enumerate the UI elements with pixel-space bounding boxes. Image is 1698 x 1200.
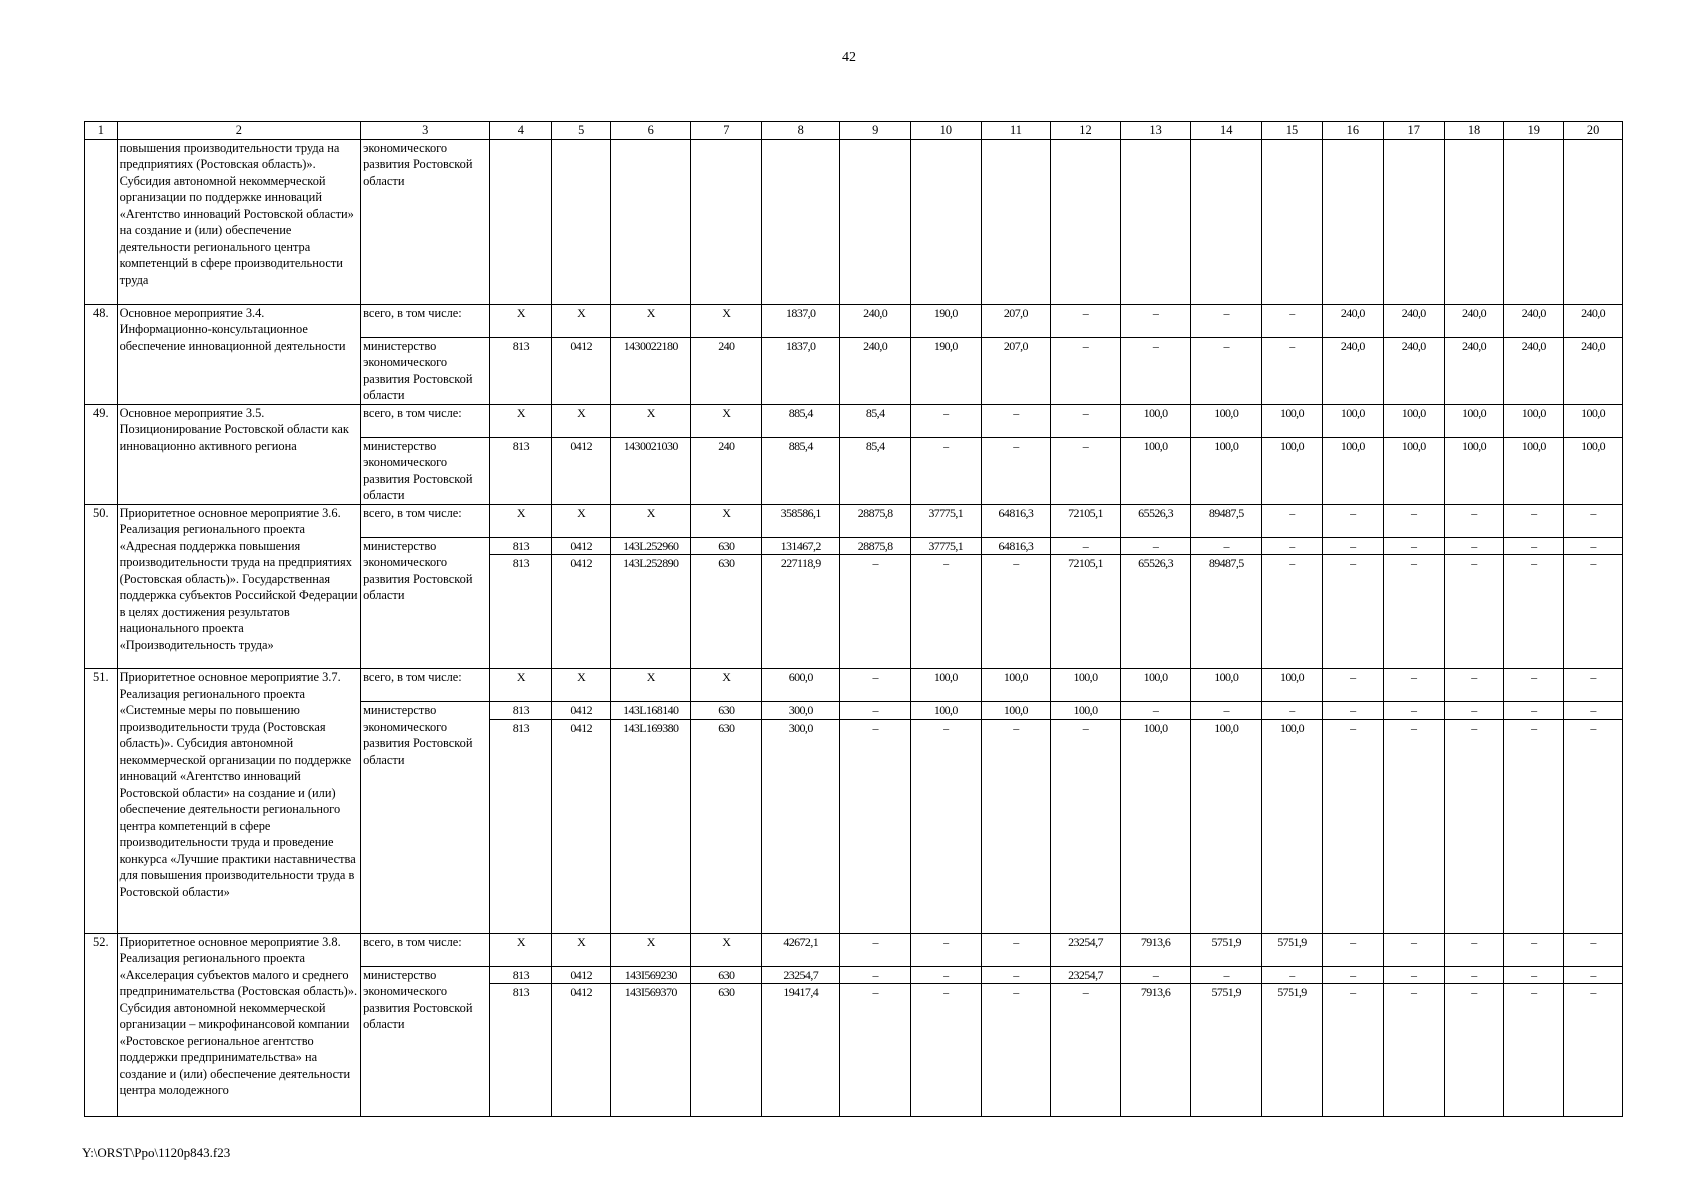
table-cell: 100,0	[1564, 437, 1623, 504]
table-cell: X	[552, 933, 611, 966]
table-cell: X	[691, 669, 762, 702]
row-number: 52.	[85, 933, 118, 1117]
table-cell: 131467,2	[762, 537, 840, 555]
table-cell: 240,0	[1383, 304, 1444, 337]
table-cell: 1837,0	[762, 337, 840, 404]
table-cell: 65526,3	[1120, 555, 1191, 669]
table-cell: –	[1444, 933, 1504, 966]
table-cell: 85,4	[840, 437, 911, 504]
table-cell: –	[1383, 537, 1444, 555]
table-cell: –	[1564, 719, 1623, 933]
table-row	[85, 933, 1623, 966]
table-cell: –	[1262, 304, 1323, 337]
table-cell: –	[1444, 669, 1504, 702]
table-row	[85, 669, 1623, 702]
col-header: 20	[1564, 122, 1623, 140]
activity-description: Основное мероприятие 3.5. Позиционирование Ростовской области как инновационно активного региона	[117, 404, 360, 504]
table-cell: –	[1120, 304, 1191, 337]
table-cell: 5751,9	[1262, 984, 1323, 1117]
table-cell: –	[1191, 702, 1262, 720]
table-cell: 300,0	[762, 702, 840, 720]
col-header: 11	[981, 122, 1051, 140]
table-cell: 100,0	[911, 702, 982, 720]
table-cell: 1430022180	[611, 337, 691, 404]
table-cell: 64816,3	[981, 504, 1051, 537]
table-cell: X	[490, 669, 552, 702]
table-cell: 240,0	[1383, 337, 1444, 404]
table-cell: –	[1504, 719, 1564, 933]
table-cell: 7913,6	[1120, 933, 1191, 966]
table-cell: 600,0	[762, 669, 840, 702]
executor: министерство экономического развития Ростовской области	[361, 537, 490, 669]
col-header: 9	[840, 122, 911, 140]
table-cell: 143L168140	[611, 702, 691, 720]
table-cell: 240,0	[1444, 304, 1504, 337]
col-header: 8	[762, 122, 840, 140]
col-header: 19	[1504, 122, 1564, 140]
table-cell: 100,0	[1262, 719, 1323, 933]
table-cell: –	[1444, 555, 1504, 669]
table-cell: –	[981, 966, 1051, 984]
table-cell: X	[611, 504, 691, 537]
table-cell: 240,0	[1504, 337, 1564, 404]
table-cell: 100,0	[1051, 702, 1121, 720]
table-cell: 0412	[552, 966, 611, 984]
table-cell: 100,0	[1051, 669, 1121, 702]
executor-total: всего, в том числе:	[361, 404, 490, 437]
row-number: 50.	[85, 504, 118, 669]
table-cell: 240	[691, 337, 762, 404]
executor: министерство экономического развития Ростовской области	[361, 337, 490, 404]
table-cell: X	[611, 933, 691, 966]
table-cell: –	[1322, 966, 1383, 984]
table-cell: 100,0	[1120, 437, 1191, 504]
table-cell: 885,4	[762, 404, 840, 437]
table-cell: 207,0	[981, 337, 1051, 404]
table-cell: 143L252890	[611, 555, 691, 669]
table-cell: 0412	[552, 337, 611, 404]
table-cell: 240,0	[1564, 304, 1623, 337]
table-cell: –	[1564, 504, 1623, 537]
table-cell: 300,0	[762, 719, 840, 933]
table-cell: –	[981, 404, 1051, 437]
col-header: 13	[1120, 122, 1191, 140]
table-cell: 0412	[552, 437, 611, 504]
table-cell: –	[1444, 537, 1504, 555]
col-header: 7	[691, 122, 762, 140]
activity-description: Приоритетное основное мероприятие 3.7. Реализация регионального проекта «Системные меры по повышению производительности труда (Ростовская область)». Субсидия автономной некоммерческой организации по поддержке инноваций «Агентство инноваций Ростовской области» на создание и (или) обеспечение деятельности регионального центра компетенций в сфере производительности труда и проведение конкурса «Лучшие практики наставничества для повышения производительности труда в Ростовской области»	[117, 669, 360, 934]
table-row	[85, 404, 1623, 437]
table-cell: –	[840, 966, 911, 984]
table-cell: –	[1051, 304, 1121, 337]
col-header: 18	[1444, 122, 1504, 140]
table-cell: 813	[490, 966, 552, 984]
table-cell: –	[1383, 504, 1444, 537]
table-cell: X	[552, 504, 611, 537]
table-cell: 100,0	[1120, 404, 1191, 437]
table-cell: –	[1504, 984, 1564, 1117]
table-cell: 0412	[552, 555, 611, 669]
table-cell: 240,0	[1322, 337, 1383, 404]
table-cell: –	[1051, 537, 1121, 555]
table-cell: –	[1504, 933, 1564, 966]
executor: министерство экономического развития Ростовской области	[361, 437, 490, 504]
table-cell: –	[981, 437, 1051, 504]
activity-description: Основное мероприятие 3.4. Информационно-консультационное обеспечение инновационной деятельности	[117, 304, 360, 404]
table-cell: 100,0	[1444, 437, 1504, 504]
table-cell: 100,0	[1504, 437, 1564, 504]
table-cell: 240,0	[840, 337, 911, 404]
table-cell: –	[1564, 984, 1623, 1117]
row-number: 48.	[85, 304, 118, 404]
table-cell: 885,4	[762, 437, 840, 504]
table-cell: –	[981, 555, 1051, 669]
table-cell: –	[1191, 537, 1262, 555]
table-cell: 100,0	[1262, 404, 1323, 437]
table-cell: 630	[691, 702, 762, 720]
table-cell: –	[1262, 504, 1323, 537]
table-cell: 100,0	[1383, 437, 1444, 504]
table-cell: X	[691, 933, 762, 966]
table-cell: –	[1383, 933, 1444, 966]
table-cell: 630	[691, 719, 762, 933]
table-cell: –	[1322, 504, 1383, 537]
executor-total: всего, в том числе:	[361, 504, 490, 537]
table-cell: 42672,1	[762, 933, 840, 966]
col-header: 2	[117, 122, 360, 140]
table-cell: 100,0	[1383, 404, 1444, 437]
table-cell: 813	[490, 555, 552, 669]
table-cell: 23254,7	[1051, 933, 1121, 966]
table-cell: –	[1051, 337, 1121, 404]
table-cell: –	[1191, 304, 1262, 337]
table-cell: –	[1191, 337, 1262, 404]
table-cell: 143I569370	[611, 984, 691, 1117]
col-header: 12	[1051, 122, 1121, 140]
table-cell: X	[490, 933, 552, 966]
table-cell: –	[1383, 555, 1444, 669]
table-cell: –	[1322, 933, 1383, 966]
table-cell: –	[1322, 702, 1383, 720]
table-cell: –	[1564, 702, 1623, 720]
table-cell: 100,0	[981, 702, 1051, 720]
table-cell: –	[1120, 337, 1191, 404]
table-cell: 89487,5	[1191, 504, 1262, 537]
table-cell: 100,0	[1191, 719, 1262, 933]
table-cell: 1430021030	[611, 437, 691, 504]
table-cell: 630	[691, 984, 762, 1117]
table-cell: X	[611, 304, 691, 337]
table-cell: 813	[490, 537, 552, 555]
table-cell: 5751,9	[1191, 984, 1262, 1117]
table-cell: –	[981, 719, 1051, 933]
col-header: 5	[552, 122, 611, 140]
page-number: 42	[842, 50, 856, 65]
table-cell: 100,0	[1191, 437, 1262, 504]
file-path-footer: Y:\ORST\Ppo\1120p843.f23	[82, 1145, 231, 1160]
table-cell: –	[911, 984, 982, 1117]
table-cell: 240,0	[1564, 337, 1623, 404]
table-cell: 100,0	[1444, 404, 1504, 437]
table-cell: 240,0	[840, 304, 911, 337]
table-cell: 190,0	[911, 337, 982, 404]
table-cell: X	[490, 404, 552, 437]
executor-total: всего, в том числе:	[361, 933, 490, 966]
col-header: 4	[490, 122, 552, 140]
table-cell: –	[911, 437, 982, 504]
col-header: 14	[1191, 122, 1262, 140]
table-cell: 89487,5	[1191, 555, 1262, 669]
table-cell: –	[981, 984, 1051, 1117]
table-cell: 813	[490, 702, 552, 720]
table-cell: 100,0	[1504, 404, 1564, 437]
table-cell: X	[611, 404, 691, 437]
table-cell: –	[840, 702, 911, 720]
table-cell: –	[1051, 437, 1121, 504]
table-cell: –	[1262, 337, 1323, 404]
table-row	[85, 304, 1623, 337]
table-cell: –	[981, 933, 1051, 966]
table-cell: 100,0	[1120, 719, 1191, 933]
table-cell: –	[1383, 702, 1444, 720]
table-cell: –	[1444, 966, 1504, 984]
table-cell: –	[1120, 702, 1191, 720]
table-cell: 0412	[552, 702, 611, 720]
table-cell: X	[552, 304, 611, 337]
table-cell: 0412	[552, 984, 611, 1117]
table-cell: 813	[490, 984, 552, 1117]
table-cell: 143I569230	[611, 966, 691, 984]
table-cell: 28875,8	[840, 504, 911, 537]
table-cell: 0412	[552, 537, 611, 555]
table-cell: –	[1504, 702, 1564, 720]
table-cell: –	[1322, 669, 1383, 702]
table-cell: 240,0	[1504, 304, 1564, 337]
table-cell: 72105,1	[1051, 555, 1121, 669]
table-cell: X	[691, 504, 762, 537]
table-cell: 100,0	[1191, 404, 1262, 437]
table-cell: –	[911, 555, 982, 669]
col-header: 1	[85, 122, 118, 140]
table-cell: X	[490, 504, 552, 537]
table-cell: 630	[691, 966, 762, 984]
table-cell: 240,0	[1322, 304, 1383, 337]
col-header: 17	[1383, 122, 1444, 140]
table-cell: 207,0	[981, 304, 1051, 337]
table-cell: –	[1120, 537, 1191, 555]
table-cell: –	[911, 933, 982, 966]
table-cell: –	[1564, 933, 1623, 966]
table-cell: –	[1444, 984, 1504, 1117]
table-cell: –	[1322, 537, 1383, 555]
table-cell: 100,0	[1191, 669, 1262, 702]
table-cell: 240,0	[1444, 337, 1504, 404]
table-cell: –	[1504, 966, 1564, 984]
executor-total: всего, в том числе:	[361, 304, 490, 337]
table-cell: 100,0	[1262, 669, 1323, 702]
col-header: 15	[1262, 122, 1323, 140]
table-cell: –	[840, 933, 911, 966]
table-cell: 813	[490, 337, 552, 404]
table-cell: 630	[691, 537, 762, 555]
table-row	[85, 504, 1623, 537]
table-cell: –	[1051, 404, 1121, 437]
table-cell: X	[490, 304, 552, 337]
executor-total: всего, в том числе:	[361, 669, 490, 702]
table-cell: 1837,0	[762, 304, 840, 337]
table-cell: 100,0	[1564, 404, 1623, 437]
table-cell: 19417,4	[762, 984, 840, 1117]
table-cell: –	[1504, 669, 1564, 702]
table-cell: X	[611, 669, 691, 702]
table-cell: 5751,9	[1191, 933, 1262, 966]
table-cell: –	[1444, 719, 1504, 933]
table-cell: 100,0	[1262, 437, 1323, 504]
table-cell: 85,4	[840, 404, 911, 437]
table-cell: 100,0	[911, 669, 982, 702]
table-cell: –	[1051, 984, 1121, 1117]
activity-description: повышения производительности труда на предприятиях (Ростовская область)». Субсидия автономной некоммерческой организации по поддержке инноваций «Агентство инноваций Ростовской области» на создание и (или) обеспечение деятельности регионального центра компетенций в сфере производительности труда	[117, 139, 360, 304]
table-cell: 37775,1	[911, 504, 982, 537]
table-cell: 143L252960	[611, 537, 691, 555]
table-cell: 7913,6	[1120, 984, 1191, 1117]
table-cell: –	[840, 719, 911, 933]
table-cell: –	[1564, 555, 1623, 669]
budget-table	[84, 121, 1623, 1117]
table-cell: –	[1383, 669, 1444, 702]
col-header: 6	[611, 122, 691, 140]
table-cell: 100,0	[981, 669, 1051, 702]
table-cell: –	[911, 404, 982, 437]
table-cell: –	[1262, 555, 1323, 669]
table-cell: –	[840, 555, 911, 669]
table-cell: 5751,9	[1262, 933, 1323, 966]
table-cell: –	[840, 669, 911, 702]
table-cell: –	[1504, 537, 1564, 555]
table-cell: 100,0	[1120, 669, 1191, 702]
table-cell: 813	[490, 437, 552, 504]
table-cell: –	[1262, 966, 1323, 984]
table-cell: 240	[691, 437, 762, 504]
table-cell: –	[1322, 719, 1383, 933]
table-cell: –	[1444, 504, 1504, 537]
table-cell: –	[1322, 984, 1383, 1117]
table-cell: 37775,1	[911, 537, 982, 555]
executor: министерство экономического развития Ростовской области	[361, 966, 490, 1117]
table-cell: X	[691, 304, 762, 337]
table-cell: X	[552, 669, 611, 702]
table-cell: 64816,3	[981, 537, 1051, 555]
table-cell: 630	[691, 555, 762, 669]
table-cell: 100,0	[1322, 404, 1383, 437]
col-header: 16	[1322, 122, 1383, 140]
table-cell: –	[1504, 555, 1564, 669]
table-cell: –	[1191, 966, 1262, 984]
table-cell: 813	[490, 719, 552, 933]
col-header: 3	[361, 122, 490, 140]
table-cell: –	[1262, 702, 1323, 720]
table-cell: X	[552, 404, 611, 437]
table-cell: X	[691, 404, 762, 437]
table-cell: –	[1262, 537, 1323, 555]
table-cell: –	[840, 984, 911, 1117]
table-cell: –	[1564, 966, 1623, 984]
activity-description: Приоритетное основное мероприятие 3.8. Реализация регионального проекта «Акселерация субъектов малого и среднего предпринимательства (Ростовская область)». Субсидия автономной некоммерческой организации – микрофинансовой компании «Ростовское региональное агентство поддержки предпринимательства» на создание и (или) обеспечение деятельности центра молодежного	[117, 933, 360, 1117]
table-cell: –	[1120, 966, 1191, 984]
table-cell: –	[1564, 669, 1623, 702]
activity-description: Приоритетное основное мероприятие 3.6. Реализация регионального проекта «Адресная поддержка повышения производительности труда на предприятиях (Ростовская область)». Государственная поддержка субъектов Российской Федерации в целях достижения результатов национального проекта «Производительность труда»	[117, 504, 360, 669]
table-cell: –	[1504, 504, 1564, 537]
table-cell: –	[1383, 984, 1444, 1117]
table-cell: –	[1051, 719, 1121, 933]
table-cell: –	[911, 719, 982, 933]
table-cell: –	[1564, 537, 1623, 555]
table-cell: –	[1444, 702, 1504, 720]
table-cell: 0412	[552, 719, 611, 933]
executor: министерство экономического развития Ростовской области	[361, 702, 490, 934]
table-cell: 358586,1	[762, 504, 840, 537]
table-row	[85, 139, 1623, 304]
row-number: 49.	[85, 404, 118, 504]
table-cell: –	[1383, 719, 1444, 933]
table-cell: 100,0	[1322, 437, 1383, 504]
col-header: 10	[911, 122, 982, 140]
table-cell: –	[911, 966, 982, 984]
table-cell: 227118,9	[762, 555, 840, 669]
table-cell: 143L169380	[611, 719, 691, 933]
table-cell: 23254,7	[762, 966, 840, 984]
row-number	[85, 139, 118, 304]
table-cell: –	[1383, 966, 1444, 984]
table-cell: 23254,7	[1051, 966, 1121, 984]
table-cell: 28875,8	[840, 537, 911, 555]
table-cell: 190,0	[911, 304, 982, 337]
table-cell: 72105,1	[1051, 504, 1121, 537]
column-number-row	[85, 122, 1623, 140]
executor: экономического развития Ростовской области	[361, 139, 490, 304]
table-cell: 65526,3	[1120, 504, 1191, 537]
table-cell: –	[1322, 555, 1383, 669]
row-number: 51.	[85, 669, 118, 934]
